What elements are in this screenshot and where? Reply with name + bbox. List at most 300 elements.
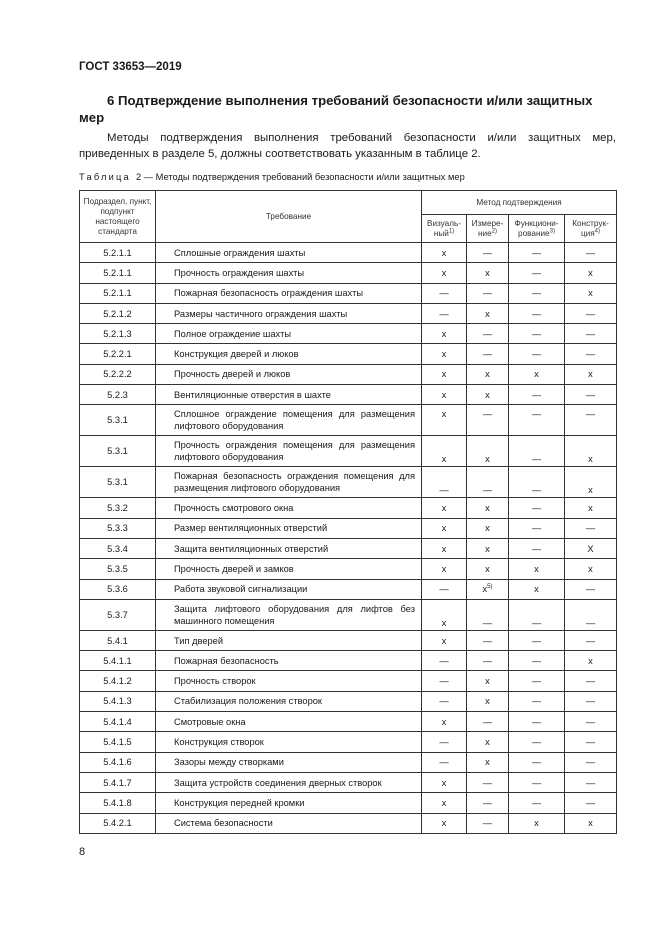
cell-visual — [422, 559, 467, 579]
cell-requirement: Размер вентиляционных отверстий — [156, 518, 422, 538]
cell-mark: — — [585, 389, 596, 400]
cell-mark: — — [585, 736, 596, 747]
cell-operation — [509, 691, 565, 711]
cell-mark: — — [531, 247, 542, 258]
cell-mark: — — [482, 777, 493, 788]
cell-subsection: 5.4.1.5 — [80, 732, 156, 752]
cell-visual — [422, 243, 467, 263]
cell-measurement — [467, 599, 509, 630]
cell-subsection: 5.2.1.1 — [80, 263, 156, 283]
cell-visual — [422, 691, 467, 711]
cell-mark: x — [441, 523, 447, 534]
table-row — [80, 691, 617, 711]
confirmation-methods-table — [79, 190, 617, 834]
cell-subsection: 5.2.2.2 — [80, 364, 156, 384]
cell-mark: x — [441, 454, 447, 465]
table-row — [80, 385, 617, 405]
cell-mark: x — [588, 454, 593, 465]
cell-requirement: Пожарная безопасность ограждения помещения для размещения лифтового оборудования — [156, 467, 422, 498]
cell-mark: x — [441, 777, 447, 788]
intro-paragraph: Методы подтверждения выполнения требований безопасности и/или защитных мер, приведенных в разделе 5, должны соответствовать указанным в таблице 2. — [79, 132, 616, 160]
cell-mark: — — [439, 655, 449, 666]
cell-requirement: Тип дверей — [156, 630, 422, 650]
cell-visual — [422, 385, 467, 405]
table-caption-number: 2 — [136, 172, 142, 182]
cell-operation — [509, 518, 565, 538]
cell-visual — [422, 671, 467, 691]
cell-mark: x — [485, 503, 490, 514]
cell-subsection: 5.4.1.1 — [80, 651, 156, 671]
cell-requirement: Прочность ограждения помещения для размещения лифтового оборудования — [156, 436, 422, 467]
cell-mark: x — [485, 563, 490, 574]
table-row — [80, 364, 617, 384]
cell-operation — [509, 405, 565, 436]
cell-measurement — [467, 283, 509, 303]
table-row — [80, 712, 617, 732]
cell-measurement — [467, 732, 509, 752]
cell-operation — [509, 579, 565, 599]
cell-mark: x — [534, 818, 539, 829]
table-row — [80, 752, 617, 772]
table-row — [80, 263, 617, 283]
cell-measurement — [467, 243, 509, 263]
cell-visual — [422, 813, 467, 833]
cell-visual — [422, 263, 467, 283]
cell-mark: x — [441, 716, 447, 727]
cell-construction — [565, 385, 617, 405]
cell-construction — [565, 732, 617, 752]
cell-subsection: 5.4.1.8 — [80, 793, 156, 813]
table-caption-text: — Методы подтверждения требований безопасности и/или защитных мер — [143, 172, 465, 182]
cell-requirement: Защита устройств соединения дверных створок — [156, 772, 422, 792]
cell-mark: x — [441, 349, 447, 360]
page-number: 8 — [79, 846, 86, 858]
cell-measurement — [467, 364, 509, 384]
cell-construction — [565, 364, 617, 384]
cell-mark: x — [441, 503, 447, 514]
cell-construction — [565, 712, 617, 732]
table-row — [80, 303, 617, 323]
cell-visual — [422, 436, 467, 467]
cell-mark: — — [585, 409, 596, 420]
cell-mark: x — [441, 543, 447, 554]
cell-mark: — — [439, 584, 449, 595]
cell-subsection: 5.2.1.1 — [80, 283, 156, 303]
cell-requirement: Работа звуковой сигнализации — [156, 579, 422, 599]
cell-mark: — — [482, 349, 493, 360]
cell-construction — [565, 813, 617, 833]
cell-mark: — — [531, 454, 542, 465]
document-header: ГОСТ 33653—2019 — [79, 61, 182, 73]
cell-construction — [565, 772, 617, 792]
cell-construction — [565, 793, 617, 813]
cell-operation — [509, 243, 565, 263]
cell-construction — [565, 324, 617, 344]
cell-mark: — — [585, 635, 596, 646]
cell-visual — [422, 303, 467, 323]
cell-mark: — — [482, 409, 493, 420]
table-row — [80, 283, 617, 303]
cell-measurement — [467, 263, 509, 283]
cell-visual — [422, 324, 467, 344]
table-row — [80, 651, 617, 671]
cell-measurement — [467, 518, 509, 538]
cell-mark: x — [485, 757, 490, 768]
cell-requirement: Прочность ограждения шахты — [156, 263, 422, 283]
cell-requirement: Стабилизация положения створок — [156, 691, 422, 711]
cell-mark: — — [531, 308, 542, 319]
cell-subsection: 5.4.1.2 — [80, 671, 156, 691]
cell-subsection: 5.3.1 — [80, 436, 156, 467]
table-row — [80, 559, 617, 579]
cell-measurement — [467, 579, 509, 599]
cell-construction — [565, 559, 617, 579]
cell-operation — [509, 498, 565, 518]
cell-construction — [565, 467, 617, 498]
cell-measurement — [467, 772, 509, 792]
cell-mark: x — [441, 267, 447, 278]
col-header-operation: Функциони- рование$^{3)}$ — [509, 215, 565, 243]
table-row — [80, 793, 617, 813]
cell-construction — [565, 283, 617, 303]
cell-mark: — — [482, 485, 493, 496]
cell-mark: x — [441, 797, 447, 808]
table-row — [80, 813, 617, 833]
cell-subsection: 5.2.1.1 — [80, 243, 156, 263]
cell-mark: — — [482, 716, 493, 727]
cell-mark: — — [482, 617, 493, 628]
cell-requirement: Вентиляционные отверстия в шахте — [156, 385, 422, 405]
cell-operation — [509, 385, 565, 405]
cell-mark: x — [441, 369, 447, 380]
cell-mark: x — [485, 736, 490, 747]
cell-mark: — — [585, 777, 596, 788]
cell-mark: — — [531, 267, 542, 278]
cell-operation — [509, 671, 565, 691]
cell-measurement — [467, 813, 509, 833]
cell-requirement: Защита лифтового оборудования для лифтов без машинного помещения — [156, 599, 422, 630]
cell-visual — [422, 283, 467, 303]
cell-subsection: 5.4.2.1 — [80, 813, 156, 833]
cell-construction — [565, 518, 617, 538]
cell-mark: — — [482, 655, 493, 666]
cell-operation — [509, 630, 565, 650]
cell-construction — [565, 579, 617, 599]
cell-mark: — — [531, 757, 542, 768]
cell-subsection: 5.3.2 — [80, 498, 156, 518]
cell-construction — [565, 436, 617, 467]
cell-subsection: 5.3.6 — [80, 579, 156, 599]
cell-operation — [509, 364, 565, 384]
cell-mark: x — [485, 543, 490, 554]
cell-mark: x — [441, 247, 447, 258]
col-header-construction: Конструк- ция$^{4)}$ — [565, 215, 617, 243]
cell-subsection: 5.4.1 — [80, 630, 156, 650]
cell-visual — [422, 518, 467, 538]
table-row — [80, 772, 617, 792]
cell-requirement: Прочность дверей и люков — [156, 364, 422, 384]
cell-visual — [422, 599, 467, 630]
cell-visual — [422, 732, 467, 752]
cell-measurement — [467, 405, 509, 436]
col-header-visual: Визуаль- ный$^{1)}$ — [422, 215, 467, 243]
cell-visual — [422, 538, 467, 558]
cell-measurement — [467, 436, 509, 467]
table-row — [80, 324, 617, 344]
cell-mark: — — [531, 797, 542, 808]
cell-mark: — — [531, 635, 542, 646]
cell-requirement: Конструкция дверей и люков — [156, 344, 422, 364]
cell-subsection: 5.2.1.2 — [80, 303, 156, 323]
cell-mark: x — [441, 389, 447, 400]
table-body — [80, 243, 617, 834]
cell-operation — [509, 793, 565, 813]
cell-operation — [509, 263, 565, 283]
cell-mark: x — [441, 635, 447, 646]
cell-measurement — [467, 559, 509, 579]
cell-construction — [565, 303, 617, 323]
cell-mark: — — [482, 797, 493, 808]
cell-construction — [565, 630, 617, 650]
cell-operation — [509, 344, 565, 364]
cell-mark: X — [587, 543, 594, 554]
cell-visual — [422, 712, 467, 732]
cell-construction — [565, 263, 617, 283]
cell-operation — [509, 599, 565, 630]
cell-measurement — [467, 671, 509, 691]
cell-subsection: 5.3.3 — [80, 518, 156, 538]
cell-mark: x — [588, 288, 593, 299]
cell-mark: x — [482, 584, 488, 595]
cell-mark: x — [485, 308, 490, 319]
cell-operation — [509, 712, 565, 732]
cell-mark: x — [534, 563, 539, 574]
cell-mark: — — [482, 635, 493, 646]
table-row — [80, 538, 617, 558]
cell-mark: — — [585, 349, 596, 360]
cell-visual — [422, 344, 467, 364]
cell-mark: — — [585, 308, 596, 319]
cell-operation — [509, 752, 565, 772]
col-header-requirement: Требование — [156, 191, 422, 243]
cell-visual — [422, 772, 467, 792]
cell-measurement — [467, 385, 509, 405]
cell-construction — [565, 599, 617, 630]
cell-mark: — — [531, 617, 542, 628]
cell-subsection: 5.2.2.1 — [80, 344, 156, 364]
cell-mark: — — [482, 818, 493, 829]
cell-measurement — [467, 344, 509, 364]
cell-construction — [565, 498, 617, 518]
table-row — [80, 498, 617, 518]
col-header-methods: Метод подтверждения — [422, 191, 617, 215]
cell-visual — [422, 651, 467, 671]
cell-requirement: Полное ограждение шахты — [156, 324, 422, 344]
cell-operation — [509, 467, 565, 498]
cell-mark: x — [534, 584, 539, 595]
cell-mark: — — [585, 716, 596, 727]
cell-mark: — — [531, 389, 542, 400]
table-row — [80, 732, 617, 752]
cell-subsection: 5.3.1 — [80, 467, 156, 498]
cell-mark: x — [441, 617, 447, 628]
cell-construction — [565, 691, 617, 711]
cell-mark: — — [439, 736, 449, 747]
cell-subsection: 5.2.1.3 — [80, 324, 156, 344]
cell-mark: — — [531, 523, 542, 534]
cell-measurement — [467, 630, 509, 650]
cell-mark: x — [588, 818, 593, 829]
cell-mark: x — [485, 696, 490, 707]
cell-operation — [509, 772, 565, 792]
cell-subsection: 5.3.4 — [80, 538, 156, 558]
table-caption-label: Таблица — [79, 172, 131, 182]
cell-operation — [509, 283, 565, 303]
cell-mark: — — [482, 328, 493, 339]
cell-measurement — [467, 793, 509, 813]
table-row — [80, 436, 617, 467]
cell-operation — [509, 813, 565, 833]
cell-mark: x — [485, 369, 490, 380]
cell-operation — [509, 324, 565, 344]
table-row — [80, 630, 617, 650]
table-row — [80, 599, 617, 630]
cell-measurement — [467, 538, 509, 558]
cell-mark: — — [531, 655, 542, 666]
cell-mark: x — [441, 409, 447, 420]
cell-requirement: Сплошное ограждение помещения для размещения лифтового оборудования — [156, 405, 422, 436]
cell-mark: — — [531, 716, 542, 727]
cell-operation — [509, 436, 565, 467]
cell-requirement: Пожарная безопасность — [156, 651, 422, 671]
cell-mark: — — [439, 757, 449, 768]
cell-construction — [565, 671, 617, 691]
cell-mark: — — [439, 308, 449, 319]
cell-mark: — — [585, 797, 596, 808]
cell-mark: — — [439, 676, 449, 687]
cell-requirement: Размеры частичного ограждения шахты — [156, 303, 422, 323]
cell-construction — [565, 538, 617, 558]
table-row — [80, 405, 617, 436]
cell-mark: — — [482, 247, 493, 258]
cell-mark: — — [482, 288, 493, 299]
footnote-marker: 5) — [487, 584, 493, 591]
cell-visual — [422, 467, 467, 498]
cell-requirement: Прочность смотрового окна — [156, 498, 422, 518]
col-header-subsection: Подраздел, пункт, подпункт настоящего стандарта — [80, 191, 156, 243]
cell-visual — [422, 579, 467, 599]
cell-mark: x — [441, 818, 447, 829]
cell-subsection: 5.3.1 — [80, 405, 156, 436]
cell-mark: — — [531, 696, 542, 707]
cell-mark: — — [531, 349, 542, 360]
cell-requirement: Конструкция створок — [156, 732, 422, 752]
cell-mark: — — [585, 757, 596, 768]
table-row — [80, 518, 617, 538]
cell-mark: — — [531, 503, 542, 514]
cell-requirement: Сплошные ограждения шахты — [156, 243, 422, 263]
cell-mark: — — [439, 485, 449, 496]
table-row — [80, 243, 617, 263]
cell-mark: — — [439, 288, 449, 299]
cell-mark: — — [585, 584, 596, 595]
cell-visual — [422, 630, 467, 650]
cell-requirement: Смотровые окна — [156, 712, 422, 732]
cell-mark: — — [531, 485, 542, 496]
cell-operation — [509, 303, 565, 323]
cell-construction — [565, 344, 617, 364]
cell-visual — [422, 364, 467, 384]
cell-operation — [509, 559, 565, 579]
cell-measurement — [467, 467, 509, 498]
cell-mark: x — [485, 267, 490, 278]
table-row — [80, 344, 617, 364]
cell-visual — [422, 752, 467, 772]
cell-mark: x — [441, 328, 447, 339]
cell-mark: x — [485, 454, 490, 465]
cell-mark: x — [588, 655, 593, 666]
cell-requirement: Система безопасности — [156, 813, 422, 833]
table-row — [80, 671, 617, 691]
cell-mark: x — [588, 563, 593, 574]
cell-subsection: 5.3.7 — [80, 599, 156, 630]
cell-mark: x — [588, 503, 593, 514]
col-header-measurement: Измере- ние$^{2)}$ — [467, 215, 509, 243]
cell-mark: — — [531, 777, 542, 788]
cell-subsection: 5.4.1.7 — [80, 772, 156, 792]
cell-mark: — — [585, 696, 596, 707]
cell-construction — [565, 651, 617, 671]
table-caption — [79, 172, 465, 182]
cell-construction — [565, 752, 617, 772]
cell-construction — [565, 243, 617, 263]
cell-mark: — — [531, 543, 542, 554]
cell-measurement — [467, 651, 509, 671]
cell-requirement: Прочность створок — [156, 671, 422, 691]
cell-requirement: Конструкция передней кромки — [156, 793, 422, 813]
cell-mark: x — [588, 485, 593, 496]
cell-measurement — [467, 498, 509, 518]
cell-subsection: 5.4.1.4 — [80, 712, 156, 732]
cell-subsection: 5.2.3 — [80, 385, 156, 405]
cell-requirement: Пожарная безопасность ограждения шахты — [156, 283, 422, 303]
cell-visual — [422, 793, 467, 813]
cell-operation — [509, 651, 565, 671]
cell-operation — [509, 732, 565, 752]
cell-mark: — — [531, 736, 542, 747]
cell-mark: x — [588, 369, 593, 380]
cell-mark: — — [585, 247, 596, 258]
table-row — [80, 467, 617, 498]
cell-requirement: Зазоры между створками — [156, 752, 422, 772]
cell-measurement — [467, 303, 509, 323]
cell-measurement — [467, 712, 509, 732]
cell-mark: — — [531, 328, 542, 339]
cell-mark: x — [441, 563, 447, 574]
cell-mark: — — [585, 523, 596, 534]
cell-subsection: 5.3.5 — [80, 559, 156, 579]
table-row — [80, 579, 617, 599]
cell-subsection: 5.4.1.3 — [80, 691, 156, 711]
cell-mark: — — [439, 696, 449, 707]
cell-mark: — — [585, 676, 596, 687]
cell-requirement: Защита вентиляционных отверстий — [156, 538, 422, 558]
cell-measurement — [467, 324, 509, 344]
cell-mark: — — [585, 617, 596, 628]
cell-operation — [509, 538, 565, 558]
cell-mark: x — [485, 389, 490, 400]
cell-construction — [565, 405, 617, 436]
